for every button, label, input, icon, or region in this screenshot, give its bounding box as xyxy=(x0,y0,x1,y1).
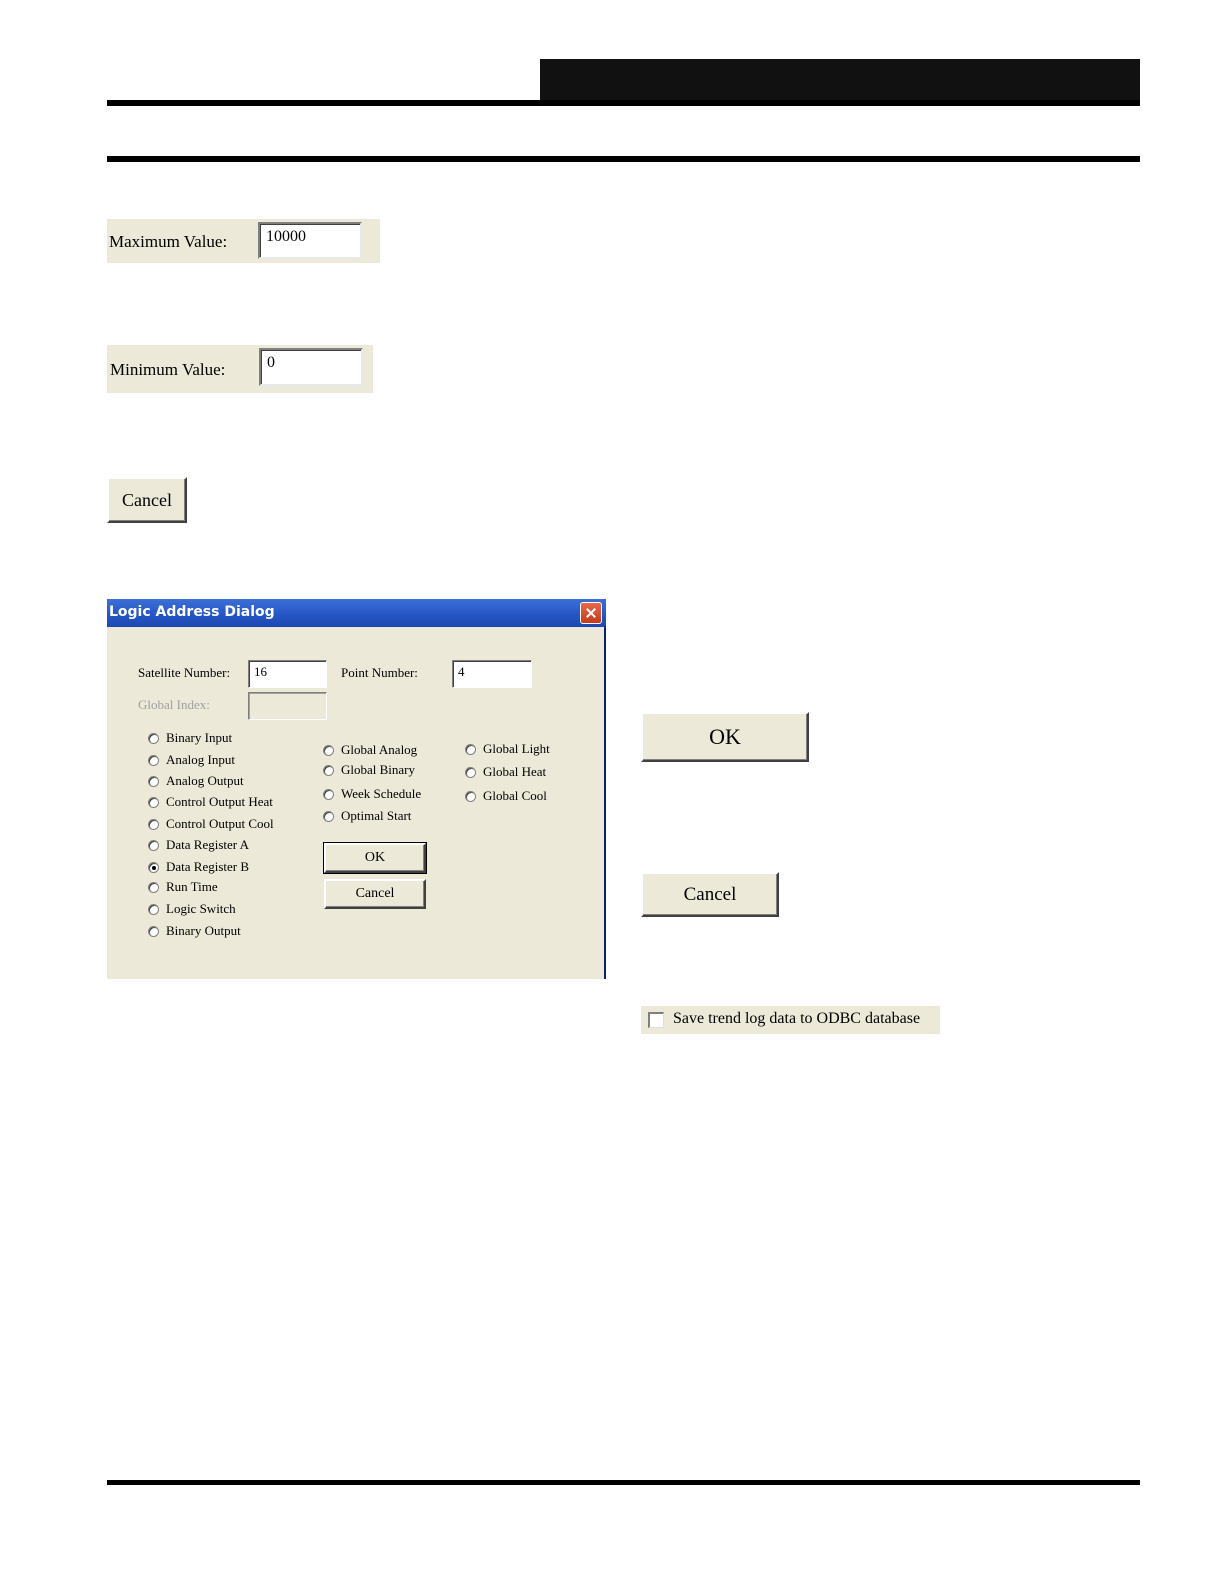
radio-week-schedule[interactable] xyxy=(323,785,421,803)
radio-label: Optimal Start xyxy=(341,808,412,823)
radio-dot[interactable] xyxy=(148,882,159,893)
header-rule-bottom xyxy=(107,156,1140,162)
radio-label: Global Binary xyxy=(341,762,416,777)
header-black-band xyxy=(540,59,1140,104)
radio-data-register-b[interactable] xyxy=(148,858,249,876)
radio-analog-output[interactable] xyxy=(148,772,244,790)
radio-analog-input[interactable] xyxy=(148,751,235,769)
radio-label: Control Output Cool xyxy=(166,816,274,831)
radio-dot[interactable] xyxy=(323,811,334,822)
footer-rule xyxy=(107,1480,1140,1485)
radio-dot[interactable] xyxy=(465,767,476,778)
radio-dot[interactable] xyxy=(148,819,159,830)
point-number-field[interactable]: 4 xyxy=(452,660,532,688)
minimum-value-field[interactable]: 0 xyxy=(259,348,363,386)
radio-global-binary[interactable] xyxy=(323,761,415,779)
radio-dot[interactable] xyxy=(323,789,334,800)
global-index-label: Global Index: xyxy=(138,697,210,712)
radio-dot[interactable] xyxy=(148,755,159,766)
radio-label: Control Output Heat xyxy=(166,794,273,809)
radio-label: Week Schedule xyxy=(341,786,422,801)
radio-label: Global Heat xyxy=(483,764,547,779)
radio-global-analog[interactable] xyxy=(323,741,417,759)
cancel-button-small[interactable]: Cancel xyxy=(107,477,187,523)
odbc-checkbox-label[interactable]: Save trend log data to ODBC database xyxy=(673,1010,921,1027)
dialog-title: Logic Address Dialog xyxy=(109,604,275,620)
radio-global-heat[interactable] xyxy=(465,763,546,781)
radio-label: Global Light xyxy=(483,741,550,756)
radio-dot[interactable] xyxy=(148,840,159,851)
logic-address-dialog xyxy=(107,599,606,979)
header-rule-top xyxy=(107,100,1140,106)
radio-label: Logic Switch xyxy=(166,901,236,916)
radio-binary-input[interactable] xyxy=(148,729,232,747)
dialog-titlebar xyxy=(107,599,606,627)
odbc-checkbox[interactable] xyxy=(648,1012,664,1028)
radio-dot[interactable] xyxy=(323,765,334,776)
dialog-ok-button[interactable]: OK xyxy=(324,843,426,873)
radio-binary-output[interactable] xyxy=(148,922,241,940)
radio-label: Analog Input xyxy=(166,752,235,767)
radio-dot[interactable] xyxy=(148,776,159,787)
dialog-cancel-button[interactable]: Cancel xyxy=(324,879,426,909)
satellite-number-label: Satellite Number: xyxy=(138,665,231,680)
radio-data-register-a[interactable] xyxy=(148,836,249,854)
radio-label: Global Analog xyxy=(341,742,418,757)
radio-dot[interactable] xyxy=(465,744,476,755)
maximum-value-panel xyxy=(107,219,380,263)
radio-control-output-cool[interactable] xyxy=(148,815,274,833)
radio-dot[interactable] xyxy=(148,797,159,808)
maximum-value-field[interactable]: 10000 xyxy=(258,222,362,259)
radio-logic-switch[interactable] xyxy=(148,900,236,918)
minimum-value-panel xyxy=(107,345,373,393)
radio-optimal-start[interactable] xyxy=(323,807,411,825)
radio-control-output-heat[interactable] xyxy=(148,793,273,811)
cancel-button-large[interactable]: Cancel xyxy=(641,872,779,917)
radio-label: Data Register A xyxy=(166,837,250,852)
radio-global-cool[interactable] xyxy=(465,787,547,805)
radio-dot[interactable] xyxy=(148,733,159,744)
radio-global-light[interactable] xyxy=(465,740,550,758)
radio-label: Run Time xyxy=(166,879,218,894)
radio-label: Binary Output xyxy=(166,923,241,938)
satellite-number-field[interactable]: 16 xyxy=(248,660,327,688)
ok-button-large[interactable]: OK xyxy=(641,712,809,762)
minimum-value-label: Minimum Value: xyxy=(110,360,226,379)
radio-dot[interactable] xyxy=(323,745,334,756)
close-icon[interactable] xyxy=(580,602,602,624)
radio-dot-selected[interactable] xyxy=(148,862,159,873)
point-number-label: Point Number: xyxy=(341,665,418,680)
radio-dot[interactable] xyxy=(465,791,476,802)
global-index-field xyxy=(248,692,327,720)
radio-dot[interactable] xyxy=(148,926,159,937)
radio-label: Data Register B xyxy=(166,859,250,874)
radio-dot[interactable] xyxy=(148,904,159,915)
maximum-value-label: Maximum Value: xyxy=(109,232,228,251)
radio-label: Global Cool xyxy=(483,788,547,803)
odbc-checkbox-panel xyxy=(641,1006,940,1034)
radio-run-time[interactable] xyxy=(148,878,218,896)
radio-label: Analog Output xyxy=(166,773,244,788)
radio-label: Binary Input xyxy=(166,730,233,745)
